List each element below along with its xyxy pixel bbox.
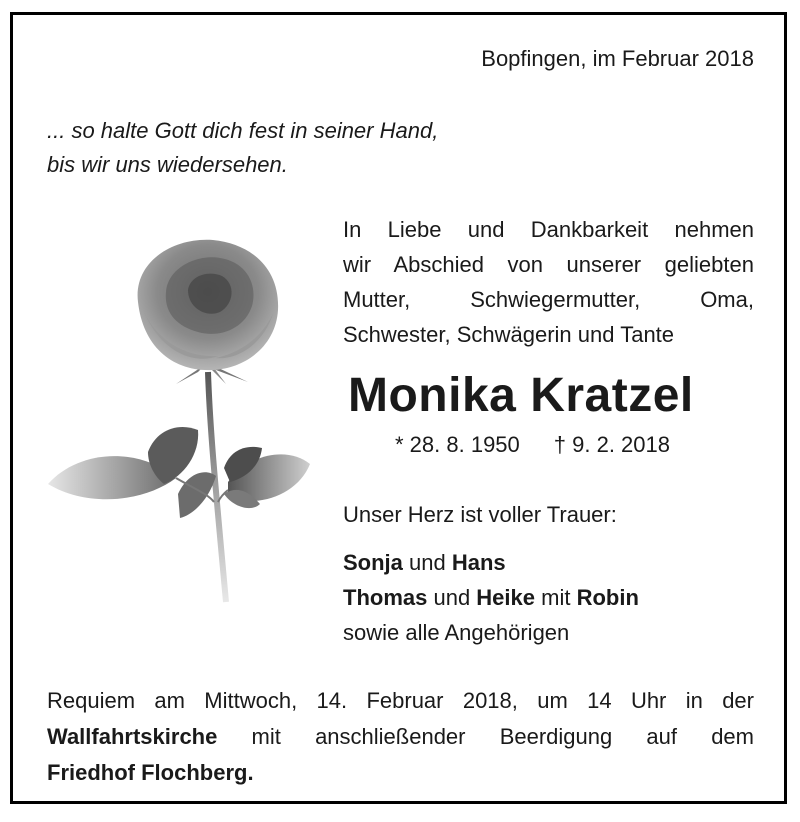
family-list [343, 545, 639, 650]
birth-date: * 28. 8. 1950 [395, 432, 520, 457]
funeral-line-1: Requiem am Mittwoch, 14. Februar 2018, um 14 Uhr in der [47, 688, 754, 713]
connector: und [402, 550, 452, 575]
place-date: Bopfingen, im Februar 2018 [481, 46, 754, 71]
quote-line-1: ... so halte Gott dich fest in seiner Hand, [47, 118, 439, 143]
mourner-sonja: Sonja [343, 550, 403, 575]
mourning-heading: Unser Herz ist voller Trauer: [343, 502, 617, 527]
intro-line-2: wir Abschied von unserer geliebten [343, 252, 754, 277]
life-dates [395, 432, 670, 458]
cemetery-name: Friedhof Flochberg. [47, 760, 254, 785]
family-line-1 [343, 545, 639, 580]
deceased-name: Monika Kratzel [348, 369, 694, 422]
intro-line-1: In Liebe und Dankbarkeit nehmen [343, 217, 754, 242]
mourner-robin: Robin [576, 585, 639, 610]
mourner-thomas: Thomas [343, 585, 428, 610]
quote [47, 114, 438, 182]
quote-line-2: bis wir uns wiedersehen. [47, 152, 288, 177]
rose-icon [48, 232, 318, 612]
intro-text [343, 212, 754, 352]
death-date: † 9. 2. 2018 [553, 432, 670, 457]
funeral-burial-text: mit anschließender Beerdigung auf dem [217, 724, 754, 749]
connector: mit [535, 585, 577, 610]
connector: und [427, 585, 477, 610]
family-line-3: sowie alle Angehörigen [343, 620, 570, 645]
funeral-line-2 [47, 719, 754, 755]
mourner-hans: Hans [451, 550, 506, 575]
intro-line-4: Schwester, Schwägerin und Tante [343, 322, 675, 347]
funeral-line-3 [47, 755, 754, 791]
intro-line-3: Mutter, Schwiegermutter, Oma, [343, 287, 754, 312]
funeral-details [47, 683, 754, 791]
church-name: Wallfahrtskirche [47, 724, 218, 749]
family-line-2 [343, 580, 639, 615]
mourner-heike: Heike [476, 585, 536, 610]
